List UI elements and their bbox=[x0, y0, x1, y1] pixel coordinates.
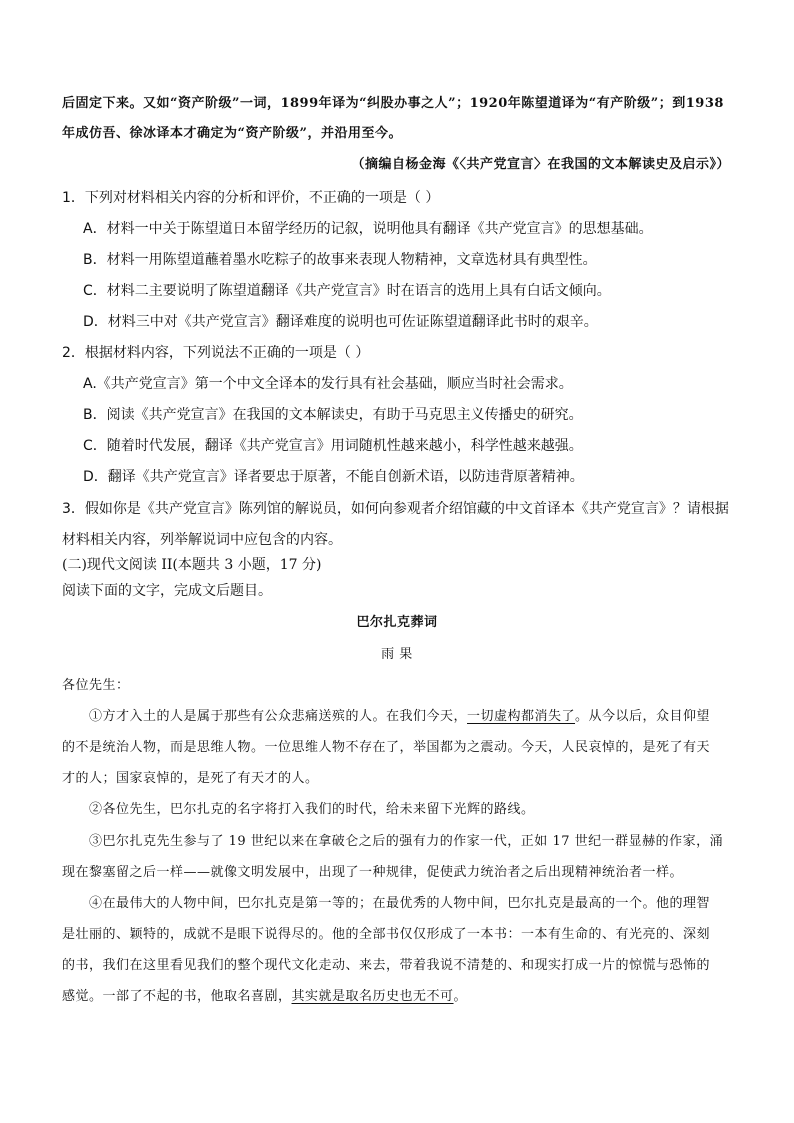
question-1-stem: 1．下列对材料相关内容的分析和评价，不正确的一项是（ ） bbox=[62, 190, 440, 206]
paragraph-1-line-2: 的不是统治人物，而是思维人物。一位思维人物不存在了，举国都为之震动。今天，人民哀悼的，是死了有天 bbox=[62, 740, 711, 755]
paragraph-1-line-1 bbox=[89, 707, 710, 727]
paragraph-4-line-3: 的书，我们在这里看见我们的整个现代文化走动、来去，带着我说不清楚的、和现实打成一片的惊慌与恐怖的 bbox=[62, 958, 711, 973]
paragraph-1-line-3: 才的人；国家哀悼的，是死了有天才的人。 bbox=[62, 771, 319, 786]
paragraph-4-line-2: 是壮丽的、颖特的，成就不是眼下说得尽的。他的全部书仅仅形成了一本书：一本有生命的、有光亮的、深刻 bbox=[62, 927, 711, 942]
paragraph-2: ②各位先生，巴尔扎克的名字将打入我们的时代，给未来留下光辉的路线。 bbox=[89, 802, 535, 817]
question-2-option-d: D．翻译《共产党宣言》译者要忠于原著，不能自创新术语，以防违背原著精神。 bbox=[83, 469, 584, 485]
article-title: 巴尔扎克葬词 bbox=[356, 615, 438, 630]
paragraph-3-line-2: 现在黎塞留之后一样——就像文明发展中，出现了一种规律，促使武力统治者之后出现精神统治者一样。 bbox=[62, 865, 684, 880]
question-2-option-c: C．随着时代发展，翻译《共产党宣言》用词随机性越来越小，科学性越来越强。 bbox=[83, 438, 583, 454]
question-1-option-c: C．材料二主要说明了陈望道翻译《共产党宣言》时在语言的选用上具有白话文倾向。 bbox=[83, 283, 611, 299]
paragraph-4-text-end: 。 bbox=[453, 989, 468, 1004]
reading-instruction: 阅读下面的文字，完成文后题目。 bbox=[62, 583, 272, 599]
paragraph-1-text-cont: 。从今以后，众目仰望 bbox=[575, 709, 711, 724]
underlined-phrase-1: 一切虚构都消失了 bbox=[467, 709, 576, 724]
source-citation: （摘编自杨金海《〈共产党宣言〉在我国的文本解读史及启示》） bbox=[351, 157, 730, 172]
section-heading: (二)现代文阅读 II(本题共 3 小题，17 分) bbox=[62, 557, 322, 573]
article-author: 雨 果 bbox=[381, 647, 413, 662]
question-1-option-a: A．材料一中关于陈望道日本留学经历的记叙，说明他具有翻译《共产党宣言》的思想基础。 bbox=[83, 221, 653, 237]
salutation: 各位先生： bbox=[62, 678, 130, 693]
paragraph-3-line-1: ③巴尔扎克先生参与了 19 世纪以来在拿破仑之后的强有力的作家一代，正如 17 世纪一群显赫的作家，涌 bbox=[89, 834, 724, 849]
paragraph-4-text: 感觉。一部了不起的书，他取名喜剧， bbox=[62, 989, 292, 1004]
question-2-option-b: B．阅读《共产党宣言》在我国的文本解读史，有助于马克思主义传播史的研究。 bbox=[83, 407, 583, 423]
question-2-stem: 2．根据材料内容，下列说法不正确的一项是（ ） bbox=[62, 345, 370, 361]
question-3-line-2: 材料相关内容，列举解说词中应包含的内容。 bbox=[62, 532, 342, 548]
question-1-option-b: B．材料一用陈望道蘸着墨水吃粽子的故事来表现人物精神，文章选材具有典型性。 bbox=[83, 252, 597, 268]
intro-line-2: 年成仿吾、徐冰译本才确定为“资产阶级”，并沿用至今。 bbox=[62, 126, 402, 141]
paragraph-4-line-4 bbox=[62, 987, 467, 1007]
question-2-option-a: A.《共产党宣言》第一个中文全译本的发行具有社会基础，顺应当时社会需求。 bbox=[83, 376, 573, 392]
question-1-option-d: D．材料三中对《共产党宣言》翻译难度的说明也可佐证陈望道翻译此书时的艰辛。 bbox=[83, 314, 598, 330]
paragraph-4-line-1: ④在最伟大的人物中间，巴尔扎克是第一等的；在最优秀的人物中间，巴尔扎克是最高的一个。他的理智 bbox=[89, 896, 711, 911]
intro-line-1: 后固定下来。又如“资产阶级”一词，1899年译为“纠股办事之人”；1920年陈望道译为“有产阶级”；到1938 bbox=[62, 96, 724, 111]
underlined-phrase-2: 其实就是取名历史也无不可 bbox=[291, 989, 454, 1004]
paragraph-1-text: ①方才入土的人是属于那些有公众悲痛送殡的人。在我们今天， bbox=[89, 709, 468, 724]
question-3-line-1: 3．假如你是《共产党宣言》陈列馆的解说员，如何向参观者介绍馆藏的中文首译本《共产党宣言》？请根据 bbox=[62, 501, 729, 517]
